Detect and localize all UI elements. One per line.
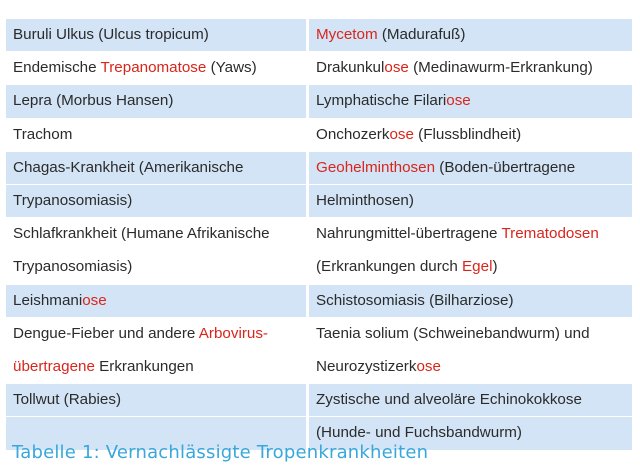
cell-text: Trypanosomiasis) [13,258,133,276]
table-cell-left [6,251,306,283]
table-row [6,285,632,318]
cell-text: Schistosomiasis (Bilharziose) [316,291,514,309]
cell-text: Schlafkrankheit (Humane Afrikanische [13,225,270,243]
table-row [6,19,632,52]
highlighted-text: ose [82,291,107,309]
highlighted-text: Trematodosen [501,225,599,243]
cell-text: (Madurafuß) [377,26,466,43]
table-cell-left [6,318,306,350]
table-cell-right [309,384,632,416]
table-cell-right [309,251,632,283]
cell-text: Drakunkul [316,59,385,77]
table-cell-right [309,152,632,184]
table-cell-right [309,185,632,217]
highlighted-text: ose [384,59,409,77]
cell-text: ) [492,258,498,276]
cell-text: Erkrankungen [94,358,194,376]
highlighted-text: Mycetom [316,26,378,43]
table-row [6,318,632,351]
table-cell-left [6,85,306,117]
table-row [6,384,632,417]
table-cell-right [309,285,632,317]
highlighted-text: ose [416,358,441,376]
table-row [6,52,632,85]
table-cell-right [309,218,632,250]
cell-text: Nahrungmittel-übertragene [316,225,502,243]
cell-text: (Hunde- und Fuchsbandwurm) [316,424,522,442]
table-cell-left [6,19,306,51]
table-cell-right [309,85,632,117]
table-row [6,251,632,284]
cell-text: Buruli Ulkus (Ulcus tropicum) [13,26,209,43]
cell-text: (Boden-übertragene [435,158,576,176]
table-row [6,185,632,218]
cell-text: Trypanosomiasis) [13,192,133,210]
cell-text: Zystische und alveoläre Echinokokkose [316,391,582,409]
highlighted-text: ose [446,92,471,110]
disease-table [6,19,632,451]
table-cell-left [6,52,306,84]
table-cell-right [309,52,632,84]
cell-text: Helminthosen) [316,192,414,210]
table-cell-left [6,384,306,416]
cell-text: Taenia solium (Schweinebandwurm) und [316,324,590,342]
table-cell-left [6,152,306,184]
highlighted-text: Geohelminthosen [316,158,436,176]
table-cell-left [6,218,306,250]
cell-text: Trachom [13,125,73,143]
table-cell-left [6,185,306,217]
cell-text: Onchozerk [316,125,390,143]
table-row [6,218,632,251]
cell-text: (Erkrankungen durch [316,258,463,276]
cell-text: Tollwut (Rabies) [13,391,122,409]
table-cell-right [309,318,632,350]
cell-text: Chagas-Krankheit (Amerikanische [13,158,244,176]
table-row [6,119,632,152]
table-cell-left [6,119,306,151]
cell-text: Lepra (Morbus Hansen) [13,92,174,110]
table-row [6,85,632,118]
highlighted-text: Egel [462,258,493,276]
table-cell-left [6,351,306,383]
cell-text: Neurozystizerk [316,358,417,376]
cell-text: (Medinawurm-Erkrankung) [408,59,593,77]
table-cell-right [309,19,632,51]
highlighted-text: Trepanomatose [100,59,207,77]
cell-text: Endemische [13,59,101,77]
table-cell-left [6,285,306,317]
cell-text: (Flussblindheit) [413,125,522,143]
table-row [6,152,632,185]
highlighted-text: Arbovirus- [198,324,268,342]
table-cell-right [309,351,632,383]
cell-text: (Yaws) [206,59,257,77]
highlighted-text: übertragene [13,358,95,376]
table-caption: Tabelle 1: Vernachlässigte Tropenkrankheiten [12,442,429,463]
table-cell-right [309,119,632,151]
cell-text: Leishmani [13,291,83,309]
table-row [6,351,632,384]
cell-text: Dengue-Fieber und andere [13,324,199,342]
highlighted-text: ose [389,125,414,143]
cell-text: Lymphatische Filari [316,92,447,110]
